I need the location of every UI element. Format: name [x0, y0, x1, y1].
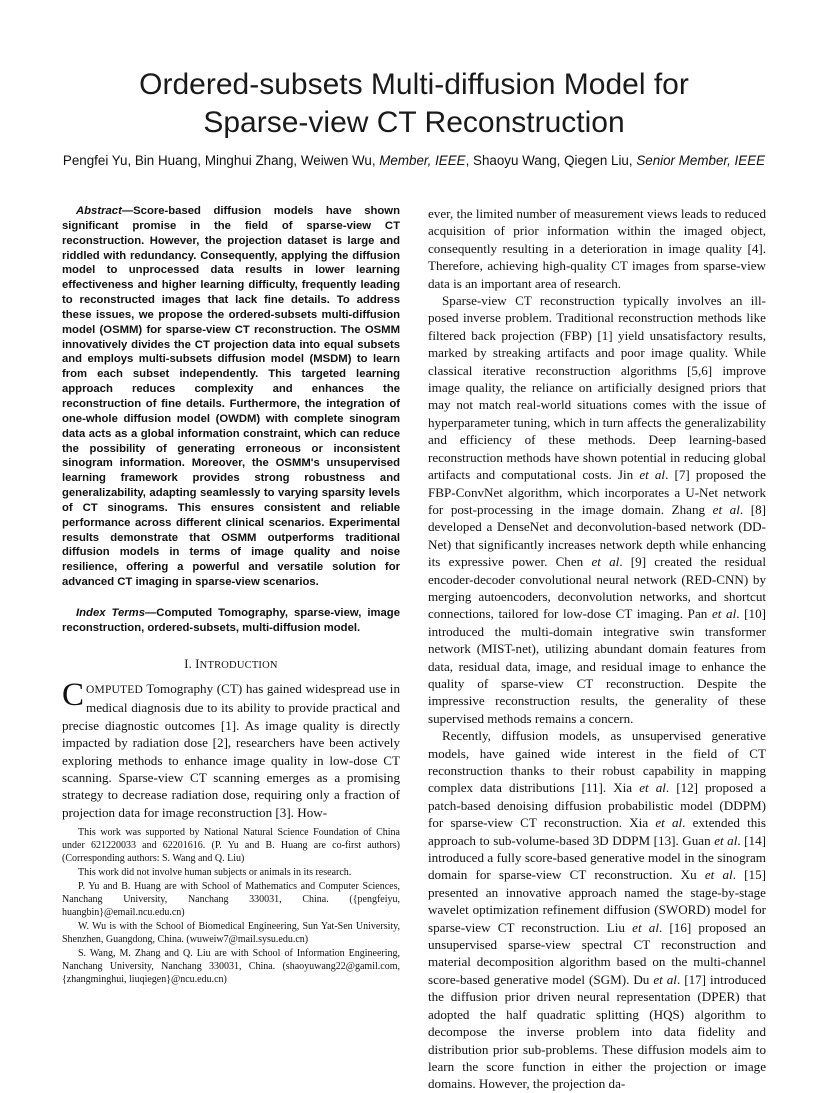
section-heading-introduction — [62, 656, 400, 674]
footnote-affiliation-3: S. Wang, M. Zhang and Q. Liu are with School of Information Engineering, Nanchang University, Nanchang 330031, China. (shaoyuwang22@gamil.com, {zhangminghui, liuqiegen}@ncu.edu.cn) — [62, 948, 400, 985]
text-run: . [16] proposed an unsupervised sparse-view spectral CT reconstruction and material decomposition algorithm based on the multi-channel score-based generative model (SGM). Du — [428, 919, 766, 987]
section-numeral: I. — [184, 656, 196, 671]
author-role-b: Senior Member, IEEE — [636, 153, 766, 168]
dropcap-letter: C — [62, 677, 85, 714]
body-paragraph-1: ever, the limited number of measurement views leads to reduced acquisition of prior information within the imaged object, consequently resulting in a deterioration in image quality [4]. Therefore, achieving high-quality CT images from sparse-view data is an important area of research. — [428, 206, 766, 291]
paper-title — [80, 66, 748, 142]
footnote-funding: This work was supported by National Natural Science Foundation of China under 621220033 and 62201616. (P. Yu and B. Huang are co-first authors) (Corresponding authors: S. Wang and Q. Liu) — [62, 827, 400, 864]
text-run: . [8] developed a DenseNet and deconvolution-based network (DD-Net) that significantly increases network depth while enhancing its expressive power. Chen — [428, 501, 766, 570]
abstract — [62, 204, 400, 590]
footnote-ethics: This work did not involve human subjects or animals in its research. — [78, 867, 352, 878]
intro-first-word: OMPUTED — [86, 684, 144, 697]
et-al: et al — [655, 815, 683, 831]
index-terms — [62, 606, 400, 636]
index-terms-text: —Computed Tomography, sparse-view, image reconstruction, ordered-subsets, multi-diffusion model. — [62, 606, 400, 634]
et-al: et al — [704, 867, 733, 883]
text-run: . [12] proposed a patch-based denoising diffusion probabilistic model (DDPM) for sparse-view CT reconstruction. Xia — [428, 780, 766, 831]
intro-text: Tomography (CT) has gained widespread use in medical diagnosis due to its ability to provide practical and precise diagnostic outcomes [1]. As image quality is directly impacted by radiation dose [2], researchers have been actively exploring methods to enhance image quality in low-dose CT scanning. Sparse-view CT scanning emerges as a promising strategy to decrease radiation dose, requiring only a fraction of projection data for image reconstruction [3]. How- — [62, 681, 400, 820]
et-al: et al — [639, 467, 666, 483]
right-column — [428, 205, 766, 1093]
text-run: . [10] introduced the multi-domain integrative swin transformer network (MIST-net), utilizing abundant domain features from data, residual data, image, and residual image to enhance the quality of sparse-view CT reconstruction. Despite the impressive reconstruction results, the generality of these supervised methods remains a concern. — [428, 606, 766, 726]
text-run: Recently, diffusion models, as unsupervised generative models, have gained wide interest in the field of CT reconstruction thanks to their robust capability in mapping complex data distributions [11]. Xia — [428, 728, 766, 796]
text-run: . [15] presented an innovative approach named the stage-by-stage wavelet optimization refinement diffusion (SWORD) model for sparse-view CT reconstruction. Liu — [428, 867, 766, 935]
footnote-affiliation-2: W. Wu is with the School of Biomedical Engineering, Sun Yat-Sen University, Shenzhen, Guangdong, China. (wuweiw7@mail.sysu.edu.cn) — [62, 921, 400, 945]
author-names-b: , Shaoyu Wang, Qiegen Liu, — [465, 153, 637, 168]
author-names-a: Pengfei Yu, Bin Huang, Minghui Zhang, Weiwen Wu, — [62, 153, 380, 168]
author-role-a: Member, IEEE — [379, 153, 466, 168]
et-al: et al — [714, 832, 738, 848]
body-paragraph-2 — [428, 292, 766, 727]
body-paragraph-3 — [428, 727, 766, 1093]
left-column — [62, 204, 400, 821]
intro-paragraph — [62, 677, 400, 821]
section-first-letter: I — [195, 656, 200, 671]
title-line-2: Sparse-view CT Reconstruction — [203, 106, 625, 139]
et-al: et al — [632, 919, 659, 935]
et-al: et al — [639, 780, 666, 796]
footnotes — [62, 826, 400, 987]
text-run: . [9] created the residual encoder-decoder convolutional neural network (RED-CNN) by merging autoencoders, deconvolution networks, and shortcut connections, tailored for low-dose CT imaging. Pan — [428, 554, 766, 622]
text-run: . extended this approach to sub-volume-based 3D DDPM [13]. Guan — [428, 815, 766, 848]
text-run: Sparse-view CT reconstruction typically involves an ill-posed inverse problem. Traditional reconstruction methods like filtered back projection (FBP) [1] yield unsatisfactory results, marked by streaking artifacts and poor image quality. While classical iterative reconstruction algorithms [5,6] improve image quality, the reliance on artificially designed priors that may not match real-world situations comes with the issue of hyperparameter tuning, which in turn affects the generalizability and efficiency of these methods. Deep learning-based reconstruction methods have shown potential in reducing global artifacts and computational costs. Jin — [428, 293, 766, 483]
footnote-affiliation-1: P. Yu and B. Huang are with School of Mathematics and Computer Sciences, Nanchang University, Nanchang 330031, China. ({pengfeiyu, huangbin}@email.ncu.edu.cn) — [62, 881, 400, 918]
text-run: . [14] introduced a fully score-based generative model in the sinogram domain for sparse-view CT reconstruction. Xu — [428, 832, 766, 883]
text-run: . [7] proposed the FBP-ConvNet algorithm, which incorporates a U-Net network for post-processing in the image domain. Zhang — [428, 467, 766, 517]
et-al: et al — [653, 971, 677, 987]
abstract-label: Abstract — [76, 205, 122, 217]
et-al: et al — [591, 554, 620, 570]
abstract-text: —Score-based diffusion models have shown significant promise in the field of sparse-view CT reconstruction. However, the projection dataset is large and riddled with redundancy. Consequently, applying the diffusion model to unprocessed data results in lower learning effectiveness and higher learning difficulty, frequently leading to reconstructed images that lack fine details. To address these issues, we propose the ordered-subsets multi-diffusion model (OSMM) for sparse-view CT reconstruction. The OSMM innovatively divides the CT projection data into equal subsets and employs multi-subsets diffusion model (MSDM) to learn from each subset independently. This targeted learning approach reduces complexity and enhances the reconstruction of fine details. Furthermore, the integration of one-whole diffusion model (OWDM) with complete sinogram data acts as a global information constraint, which can reduce the possibility of generating erroneous or inconsistent sinogram information. Moreover, the OSMM's unsupervised learning framework provides strong robustness and generalizability, adapting seamlessly to varying sparsity levels of CT sinograms. This ensures consistent and reliable performance across different clinical scenarios. Experimental results demonstrate that OSMM outperforms traditional diffusion models in terms of image quality and noise resilience, offering a powerful and versatile solution for advanced CT imaging in sparse-view scenarios. — [62, 205, 400, 589]
et-al: et al — [711, 606, 737, 622]
text-run: . [17] introduced the diffusion prior driven neural representation (DPER) that adopted the half quadratic splitting (HQS) algorithm to decompose the inverse problem into data fidelity and distribution prior sub-problems. These diffusion models aim to learn the score function in either the projection or image domains. However, the projection da- — [428, 971, 766, 1092]
author-list — [60, 152, 768, 170]
et-al: et al — [712, 501, 740, 517]
index-terms-label: Index Terms — [76, 606, 145, 619]
title-line-1: Ordered-subsets Multi-diffusion Model for — [139, 68, 689, 101]
section-rest-caps: NTRODUCTION — [199, 659, 278, 671]
